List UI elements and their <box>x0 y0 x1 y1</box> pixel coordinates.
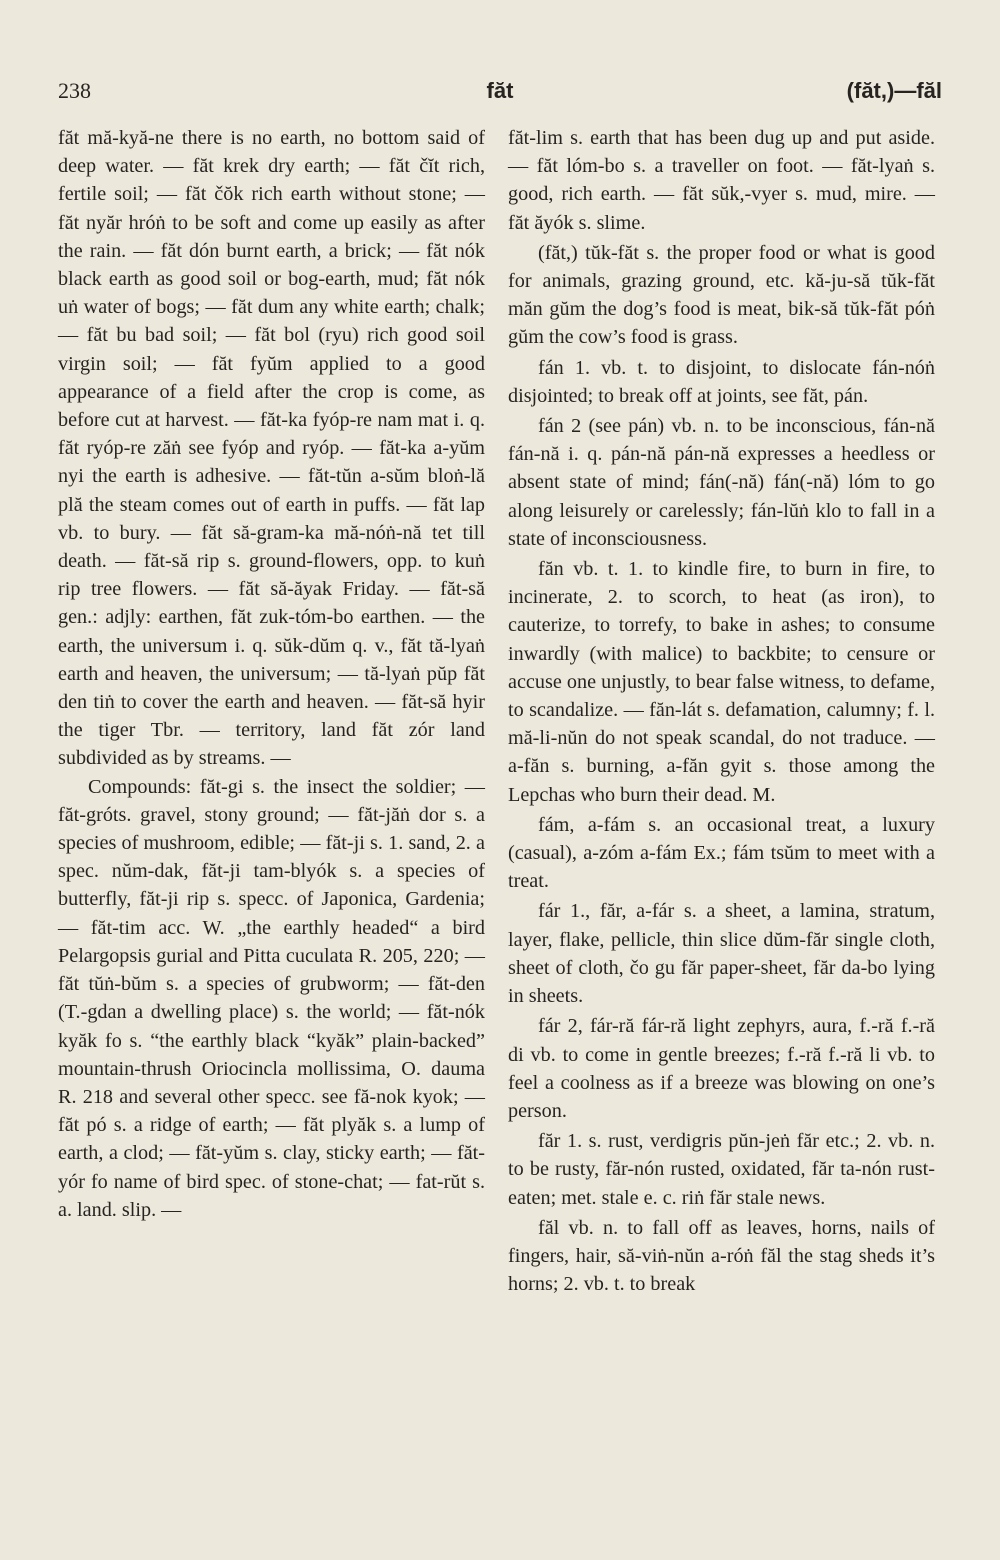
compounds-paragraph: Compounds: făt-gi s. the insect the soldier; — făt-gróts. gravel, stony ground; — făt-jăṅ dor s. a species of mushroom, edible; — făt-ji s. 1. sand, 2. a spec. nŭm-dak, făt-ji tam-blyók s. a species of butterfly, făt-ji rip s. specc. of Japonica, Gardenia; — făt-tim acc. W. „the earthly headed“ a bird Pelargopsis gurial and Pitta cuculata R. 205, 220; — făt tŭṅ-bŭm s. a species of grubworm; — făt-den (T.-gdan a dwelling place) s. the world; — făt-nók kyăk fo s. “the earthly black “kyăk” plain-backed” mountain-thrush Oriocincla mollissima, O. dauma R. 218 and several other specc. see fă-nok kyok; — făt pó s. a ridge of earth; — făt plyăk s. a lump of earth, a clod; — făt-yŭm s. clay, sticky earth; — făt-yór fo name of bird spec. of stone-chat; — fat-rŭt s. a. land. slip. — <box>58 775 485 1221</box>
entry-fan-2: fán 2 (see pán) vb. n. to be inconscious, fán-nă fán-nă i. q. pán-nă pán-nă expresses a heedless or absent state of mind; fán(-nă) fán(-nă) lóm to go along leisurely or carelessly; fán-lŭṅ klo to fall in a state of inconsciousness. <box>508 415 935 550</box>
entry-fan-burn: făn vb. t. 1. to kindle fire, to burn in fire, to incinerate, 2. to scorch, to heat (as iron), to cauterize, to torrefy, to bake in ashes; to consume inwardly (with malice) to backbite; to censure or accuse one unjustly, to bear false witness, to defame, to scandalize. — făn-lát s. defamation, calumny; f. l. mă-li-nŭn do not speak scandal, do not traduce. — a-făn s. burning, a-făn gyit s. those among the Lepchas who burn their dead. M. <box>508 558 935 806</box>
entry-far-2: fár 2, fár-ră fár-ră light zephyrs, aura, f.-ră f.-ră di vb. to come in gentle breezes; f.-ră f.-ră li vb. to feel a coolness as if a breeze was blowing on one’s person. <box>508 1015 935 1122</box>
page-number: 238 <box>58 78 91 103</box>
right-column <box>508 124 935 1298</box>
entry-paragraph: făt mă-kyă-ne there is no earth, no bottom said of deep water. — făt krek dry earth; — făt čĭt rich, fertile soil; — făt čŏk rich earth without stone; — făt nyăr hróṅ to be soft and come up easily as after the rain. — făt dón burnt earth, a brick; — făt nók black earth as good soil or bog-earth, mud; făt nók uṅ water of bogs; — făt dum any white earth; chalk; — făt bu bad soil; — făt bol (ryu) rich good soil virgin soil; — făt fyŭm applied to a good appearance of a field after the crop is come, as before cut at harvest. — făt-ka fyóp-re nam mat i. q. făt ryóp-re zăṅ see fyóp and ryóp. — făt-ka a-yŭm nyi the earth is adhesive. — făt-tŭn a-sŭm bloṅ-lă plă the steam comes out of earth in puffs. — făt lap vb. to bury. — făt să-gram-ka mă-nóṅ-nă tet till death. — făt-să rip s. ground-flowers, opp. to kuṅ rip tree flowers. — făt să-ăyak Friday. — făt-să gen.: adjly: earthen, făt zuk-tóm-bo earthen. — the earth, the universum i. q. sŭk-dŭm q. v., făt tă-lyaṅ earth and heaven, the universum; — tă-lyaṅ pŭp făt den tiṅ to cover the earth and heaven. — făt-să hyir the tiger Tbr. — territory, land făt zór land subdivided as by streams. — <box>58 127 485 770</box>
header-keyword: făt <box>486 78 514 103</box>
header-range: (făt,)—făl <box>846 78 942 103</box>
entry-fal: făl vb. n. to fall off as leaves, horns, nails of fingers, hair, să-viṅ-nŭn a-róṅ făl the stag sheds it’s horns; 2. vb. t. to break <box>508 1216 935 1296</box>
entry-fam: fám, a-fám s. an occasional treat, a luxury (casual), a-zóm a-fám Ex.; fám tsŭm to meet with a treat. <box>508 813 935 893</box>
left-column <box>58 124 485 1224</box>
page-header <box>58 76 942 112</box>
entry-far-rust: făr 1. s. rust, verdigris pŭn-jeṅ făr etc.; 2. vb. n. to be rusty, făr-nón rusted, oxidated, făr ta-nón rust-eaten; met. stale e. c. riṅ făr stale news. <box>508 1130 935 1209</box>
entry-far-1: fár 1., făr, a-fár s. a sheet, a lamina, stratum, layer, flake, pellicle, thin slice dŭm-făr single cloth, sheet of cloth, čo gu făr paper-sheet, făr da-bo lying in sheets. <box>508 900 935 1008</box>
entry-paragraph: făt-lim s. earth that has been dug up and put aside. — făt lóm-bo s. a traveller on foot. — făt-lyaṅ s. good, rich earth. — făt sŭk,-vyer s. mud, mire. — făt ăyók s. slime. <box>508 127 935 234</box>
entry-tuk-fat: (făt,) tŭk-făt s. the proper food or what is good for animals, grazing ground, etc. kă-ju-să tŭk-făt măn gŭm the dog’s food is meat, bik-să tŭk-făt póṅ gŭm the cow’s food is grass. <box>508 241 935 349</box>
entry-fan-1: fán 1. vb. t. to disjoint, to dislocate fán-nóṅ disjointed; to break off at joints, see făt, pán. <box>508 356 935 407</box>
